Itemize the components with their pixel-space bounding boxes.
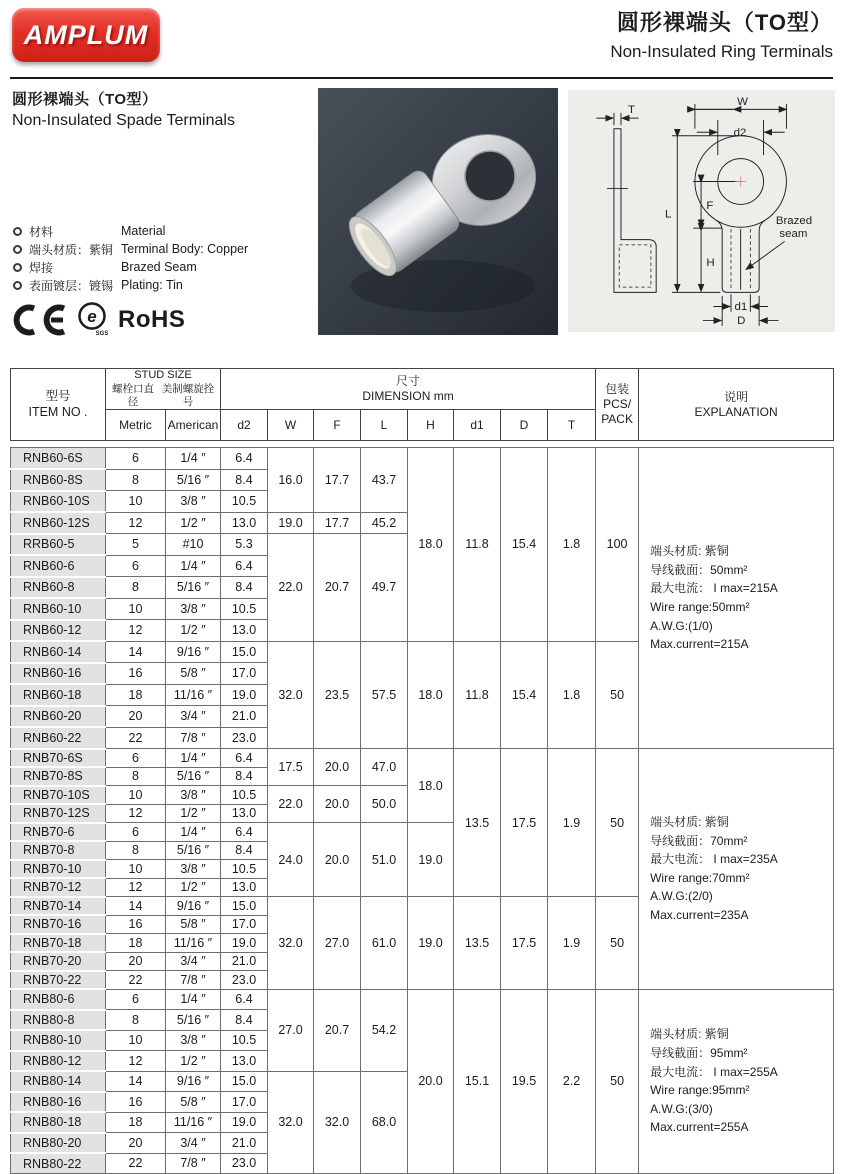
value-cell: 1/4 ″ — [166, 448, 221, 470]
terminal-table-body — [11, 448, 834, 1174]
value-cell: 5/8 ″ — [166, 663, 221, 685]
value-cell: 50.0 — [361, 786, 408, 823]
material-row — [13, 258, 248, 276]
value-cell: 20.0 — [314, 786, 361, 823]
value-cell: 5/16 ″ — [166, 577, 221, 599]
dim-label-t: T — [628, 103, 636, 116]
explanation-line: 最大电流： I max=215A — [650, 581, 778, 596]
explanation-cell — [639, 448, 834, 749]
item-no-cell: RNB60-8S — [11, 469, 106, 491]
value-cell: 20 — [106, 1133, 166, 1154]
value-cell: 1.9 — [548, 897, 596, 990]
value-cell: 6.4 — [221, 555, 268, 577]
dim-label-l: L — [664, 208, 672, 221]
dimension-drawing — [568, 90, 835, 332]
value-cell: 1/2 ″ — [166, 512, 221, 534]
item-no-cell: RNB80-8 — [11, 1010, 106, 1031]
value-cell: 21.0 — [221, 706, 268, 728]
col-header-d1: d1 — [454, 410, 501, 441]
item-no-cell: RNB70-10 — [11, 860, 106, 879]
value-cell: 14 — [106, 1071, 166, 1092]
value-cell: 18.0 — [408, 448, 454, 642]
item-no-cell: RNB60-6 — [11, 555, 106, 577]
value-cell: 13.0 — [221, 878, 268, 897]
value-cell: 6 — [106, 749, 166, 768]
value-cell: 61.0 — [361, 897, 408, 990]
certification-marks — [10, 301, 185, 339]
value-cell: 19.0 — [221, 684, 268, 706]
explanation-line: Wire range:70mm² — [650, 870, 750, 885]
value-cell: 68.0 — [361, 1071, 408, 1174]
value-cell: 17.5 — [501, 749, 548, 897]
col-header-metric: Metric — [106, 410, 166, 441]
value-cell: 1/4 ″ — [166, 555, 221, 577]
value-cell: 10 — [106, 860, 166, 879]
value-cell: 11/16 ″ — [166, 1112, 221, 1133]
explanation-line: 导线截面：95mm² — [650, 1046, 748, 1061]
product-photo — [318, 88, 558, 335]
value-cell: 14 — [106, 641, 166, 663]
dim-label-w: W — [737, 95, 748, 108]
value-cell: 22 — [106, 727, 166, 749]
brazed-seam-label: Brazed — [775, 214, 813, 227]
value-cell: 15.0 — [221, 641, 268, 663]
col-header-D: D — [501, 410, 548, 441]
value-cell: 5/16 ″ — [166, 841, 221, 860]
value-cell: 45.2 — [361, 512, 408, 534]
value-cell: 17.5 — [268, 749, 314, 786]
dimension-diagram — [568, 90, 835, 332]
col-header-pack: 包装 PCS/ PACK — [596, 369, 639, 441]
value-cell: 18.0 — [408, 641, 454, 749]
value-cell: 50 — [596, 989, 639, 1174]
value-cell: 17.0 — [221, 663, 268, 685]
value-cell: 51.0 — [361, 823, 408, 897]
value-cell: 7/8 ″ — [166, 971, 221, 990]
section-heading-en: Non-Insulated Spade Terminals — [12, 112, 235, 129]
col-header-stud-size: STUD SIZE 螺栓口直径 美制螺旋拴号 — [106, 369, 221, 410]
value-cell: 50 — [596, 897, 639, 990]
col-header-L: L — [361, 410, 408, 441]
value-cell: 5.3 — [221, 534, 268, 556]
sgs-certification-icon — [76, 301, 110, 339]
value-cell: 7/8 ″ — [166, 727, 221, 749]
value-cell: 15.4 — [501, 448, 548, 642]
value-cell: 20 — [106, 706, 166, 728]
value-cell: 17.0 — [221, 915, 268, 934]
value-cell: 3/8 ″ — [166, 491, 221, 513]
item-no-cell: RNB70-6 — [11, 823, 106, 842]
value-cell: 10.5 — [221, 1030, 268, 1051]
item-no-cell: RNB80-12 — [11, 1051, 106, 1072]
table-header — [11, 369, 834, 441]
value-cell: 19.5 — [501, 989, 548, 1174]
value-cell: 17.5 — [501, 897, 548, 990]
value-cell: 19.0 — [408, 823, 454, 897]
value-cell: 3/4 ″ — [166, 706, 221, 728]
value-cell: 20.0 — [314, 823, 361, 897]
value-cell: 3/4 ″ — [166, 1133, 221, 1154]
value-cell: 3/8 ″ — [166, 598, 221, 620]
value-cell: 20.7 — [314, 989, 361, 1071]
item-no-cell: RNB80-20 — [11, 1133, 106, 1154]
value-cell: 13.0 — [221, 512, 268, 534]
value-cell: 23.5 — [314, 641, 361, 749]
item-no-cell: RNB60-10S — [11, 491, 106, 513]
value-cell: 14 — [106, 897, 166, 916]
sgs-text: SGS — [95, 331, 109, 337]
value-cell: 3/4 ″ — [166, 952, 221, 971]
value-cell: 6.4 — [221, 823, 268, 842]
value-cell: 1/4 ″ — [166, 823, 221, 842]
explanation-line: Max.current=235A — [650, 907, 749, 922]
value-cell: 9/16 ″ — [166, 1071, 221, 1092]
item-no-cell: RNB70-18 — [11, 934, 106, 953]
circle-bullet-icon — [13, 263, 22, 272]
value-cell: 20.7 — [314, 534, 361, 642]
material-en: Plating: Tin — [121, 278, 183, 292]
value-cell: 8 — [106, 469, 166, 491]
value-cell: 10.5 — [221, 598, 268, 620]
value-cell: 9/16 ″ — [166, 641, 221, 663]
section-heading-cn: 圆形裸端头（TO型） — [12, 91, 158, 108]
value-cell: 32.0 — [314, 1071, 361, 1174]
value-cell: 15.0 — [221, 897, 268, 916]
value-cell: 19.0 — [268, 512, 314, 534]
value-cell: 13.0 — [221, 1051, 268, 1072]
explanation-line: Wire range:95mm² — [650, 1083, 750, 1098]
item-no-cell: RNB80-6 — [11, 989, 106, 1010]
page-title-en: Non-Insulated Ring Terminals — [610, 42, 833, 61]
value-cell: 1/4 ″ — [166, 989, 221, 1010]
item-no-cell: RNB60-10 — [11, 598, 106, 620]
value-cell: 8.4 — [221, 469, 268, 491]
value-cell: 3/8 ″ — [166, 860, 221, 879]
value-cell: 21.0 — [221, 1133, 268, 1154]
col-header-d2: d2 — [221, 410, 268, 441]
value-cell: 5/16 ″ — [166, 1010, 221, 1031]
value-cell: 24.0 — [268, 823, 314, 897]
header-body-gap — [11, 441, 834, 448]
value-cell: 9/16 ″ — [166, 897, 221, 916]
item-no-cell: RNB80-14 — [11, 1071, 106, 1092]
item-no-cell: RNB60-12S — [11, 512, 106, 534]
value-cell: 10 — [106, 598, 166, 620]
ce-mark-icon — [10, 302, 68, 338]
value-cell: 1.9 — [548, 749, 596, 897]
col-header-dimension: 尺寸 DIMENSION mm — [221, 369, 596, 410]
material-cn: 焊接 — [29, 260, 54, 275]
item-no-cell: RNB70-12S — [11, 804, 106, 823]
explanation-line: 端头材质: 紫铜 — [650, 544, 729, 559]
value-cell: 8 — [106, 577, 166, 599]
section-heading — [12, 88, 235, 130]
item-no-cell: RNB60-16 — [11, 663, 106, 685]
value-cell: 6 — [106, 823, 166, 842]
item-no-cell: RNB80-16 — [11, 1092, 106, 1113]
item-no-cell: RRB60-5 — [11, 534, 106, 556]
col-header-item: 型号 ITEM NO . — [11, 369, 106, 441]
value-cell: 57.5 — [361, 641, 408, 749]
value-cell: 8.4 — [221, 767, 268, 786]
value-cell: 1.8 — [548, 448, 596, 642]
value-cell: 5 — [106, 534, 166, 556]
value-cell: 12 — [106, 878, 166, 897]
materials-list — [13, 222, 248, 294]
value-cell: 20 — [106, 952, 166, 971]
value-cell: 20.0 — [314, 749, 361, 786]
value-cell: 50 — [596, 641, 639, 749]
value-cell: 11.8 — [454, 641, 501, 749]
value-cell: 1/2 ″ — [166, 1051, 221, 1072]
value-cell: 1/2 ″ — [166, 804, 221, 823]
sgs-e-glyph: e — [87, 307, 97, 326]
value-cell: 12 — [106, 620, 166, 642]
spec-table — [10, 368, 834, 1174]
value-cell: 1/4 ″ — [166, 749, 221, 768]
material-row — [13, 240, 248, 258]
value-cell: 18 — [106, 1112, 166, 1133]
explanation-line: 最大电流： I max=235A — [650, 852, 778, 867]
value-cell: 16.0 — [268, 448, 314, 513]
value-cell: 22 — [106, 971, 166, 990]
value-cell: 17.7 — [314, 448, 361, 513]
explanation-cell — [639, 749, 834, 990]
material-en: Terminal Body: Copper — [121, 242, 249, 256]
value-cell: 19.0 — [221, 934, 268, 953]
page-title — [610, 6, 833, 62]
col-header-F: F — [314, 410, 361, 441]
item-no-cell: RNB80-18 — [11, 1112, 106, 1133]
value-cell: 17.0 — [221, 1092, 268, 1113]
item-no-cell: RNB60-6S — [11, 448, 106, 470]
value-cell: 32.0 — [268, 1071, 314, 1174]
brand-text: AMPLUM — [23, 19, 149, 50]
value-cell: 1.8 — [548, 641, 596, 749]
item-no-cell: RNB60-12 — [11, 620, 106, 642]
item-no-cell: RNB60-18 — [11, 684, 106, 706]
value-cell: 7/8 ″ — [166, 1153, 221, 1174]
value-cell: 18 — [106, 934, 166, 953]
value-cell: 8.4 — [221, 577, 268, 599]
stud-cn-american: 美制螺旋拴号 — [161, 382, 215, 408]
item-no-cell: RNB70-20 — [11, 952, 106, 971]
item-no-cell: RNB60-14 — [11, 641, 106, 663]
circle-bullet-icon — [13, 245, 22, 254]
value-cell: 6 — [106, 448, 166, 470]
value-cell: 15.0 — [221, 1071, 268, 1092]
explanation-line: 端头材质: 紫铜 — [650, 1027, 729, 1042]
page-title-cn: 圆形裸端头（TO型） — [616, 10, 833, 35]
value-cell: 10 — [106, 491, 166, 513]
value-cell: 16 — [106, 1092, 166, 1113]
dim-label-d2: d2 — [733, 126, 747, 139]
value-cell: 8 — [106, 841, 166, 860]
value-cell: 13.5 — [454, 897, 501, 990]
value-cell: 43.7 — [361, 448, 408, 513]
value-cell: 8 — [106, 1010, 166, 1031]
explanation-line: Max.current=255A — [650, 1120, 749, 1135]
value-cell: 21.0 — [221, 952, 268, 971]
value-cell: 32.0 — [268, 641, 314, 749]
item-no-cell: RNB70-6S — [11, 749, 106, 768]
value-cell: 19.0 — [221, 1112, 268, 1133]
value-cell: 13.0 — [221, 804, 268, 823]
amplum-logo — [12, 8, 160, 62]
value-cell: 49.7 — [361, 534, 408, 642]
value-cell: 11/16 ″ — [166, 684, 221, 706]
value-cell: 22 — [106, 1153, 166, 1174]
value-cell: 5/16 ″ — [166, 767, 221, 786]
material-row — [13, 222, 248, 240]
dim-label-d: D — [737, 315, 746, 328]
value-cell: 6.4 — [221, 749, 268, 768]
value-cell: 8 — [106, 767, 166, 786]
value-cell: 47.0 — [361, 749, 408, 786]
material-cn: 端头材质：紫铜 — [29, 242, 114, 257]
item-no-cell: RNB80-10 — [11, 1030, 106, 1051]
value-cell: 5/16 ″ — [166, 469, 221, 491]
col-header-H: H — [408, 410, 454, 441]
item-no-cell: RNB70-16 — [11, 915, 106, 934]
col-header-T: T — [548, 410, 596, 441]
explanation-line: Max.current=215A — [650, 637, 749, 652]
value-cell: 13.0 — [221, 620, 268, 642]
value-cell: 1/2 ″ — [166, 878, 221, 897]
value-cell: 3/8 ″ — [166, 786, 221, 805]
item-no-cell: RNB70-22 — [11, 971, 106, 990]
value-cell: 6 — [106, 555, 166, 577]
value-cell: 10 — [106, 1030, 166, 1051]
value-cell: 6.4 — [221, 989, 268, 1010]
value-cell: 54.2 — [361, 989, 408, 1071]
explanation-line: A.W.G:(1/0) — [650, 618, 713, 633]
value-cell: 20.0 — [408, 989, 454, 1174]
stud-cn-metric: 螺栓口直径 — [112, 382, 154, 408]
value-cell: 13.5 — [454, 749, 501, 897]
value-cell: 5/8 ″ — [166, 915, 221, 934]
item-no-cell: RNB70-10S — [11, 786, 106, 805]
circle-bullet-icon — [13, 227, 22, 236]
value-cell: 16 — [106, 915, 166, 934]
value-cell: 18 — [106, 684, 166, 706]
value-cell: 32.0 — [268, 897, 314, 990]
brazed-seam-label: seam — [779, 227, 808, 240]
dim-label-h: H — [706, 257, 715, 269]
material-row — [13, 276, 248, 294]
value-cell: 10 — [106, 786, 166, 805]
dim-label-f: F — [706, 199, 714, 212]
value-cell: 27.0 — [314, 897, 361, 990]
explanation-line: 导线截面：70mm² — [650, 833, 748, 848]
value-cell: 2.2 — [548, 989, 596, 1174]
item-no-cell: RNB60-8 — [11, 577, 106, 599]
value-cell: 23.0 — [221, 1153, 268, 1174]
value-cell: 10.5 — [221, 860, 268, 879]
item-no-cell: RNB70-14 — [11, 897, 106, 916]
item-no-cell: RNB60-22 — [11, 727, 106, 749]
item-no-cell: RNB70-8S — [11, 767, 106, 786]
value-cell: 23.0 — [221, 971, 268, 990]
value-cell: 19.0 — [408, 897, 454, 990]
explanation-line: Wire range:50mm² — [650, 600, 750, 614]
material-en: Material — [121, 224, 166, 238]
explanation-cell — [639, 989, 834, 1174]
item-no-cell: RNB60-20 — [11, 706, 106, 728]
col-header-american: American — [166, 410, 221, 441]
value-cell: 50 — [596, 749, 639, 897]
value-cell: 17.7 — [314, 512, 361, 534]
value-cell: 10.5 — [221, 491, 268, 513]
ring-terminal-photo — [318, 88, 558, 335]
value-cell: 6 — [106, 989, 166, 1010]
value-cell: 100 — [596, 448, 639, 642]
value-cell: 12 — [106, 512, 166, 534]
explanation-line: 最大电流： I max=255A — [650, 1064, 778, 1079]
col-header-explanation: 说明 EXPLANATION — [639, 369, 834, 441]
col-header-W: W — [268, 410, 314, 441]
value-cell: 1/2 ″ — [166, 620, 221, 642]
dim-label-d1: d1 — [734, 301, 748, 313]
value-cell: 15.4 — [501, 641, 548, 749]
value-cell: 8.4 — [221, 1010, 268, 1031]
material-cn: 材料 — [29, 224, 54, 239]
value-cell: 12 — [106, 1051, 166, 1072]
value-cell: 12 — [106, 804, 166, 823]
value-cell: 11/16 ″ — [166, 934, 221, 953]
value-cell: 10.5 — [221, 786, 268, 805]
explanation-line: 端头材质: 紫铜 — [650, 814, 729, 829]
value-cell: 15.1 — [454, 989, 501, 1174]
explanation-line: 导线截面：50mm² — [650, 562, 748, 577]
explanation-line: A.W.G:(2/0) — [650, 889, 713, 904]
value-cell: 5/8 ″ — [166, 1092, 221, 1113]
value-cell: 27.0 — [268, 989, 314, 1071]
value-cell: #10 — [166, 534, 221, 556]
material-cn: 表面镀层：镀锡 — [29, 278, 114, 293]
explanation-line: A.W.G:(3/0) — [650, 1101, 713, 1116]
value-cell: 22.0 — [268, 534, 314, 642]
value-cell: 22.0 — [268, 786, 314, 823]
rohs-label: RoHS — [118, 306, 186, 333]
item-no-cell: RNB70-8 — [11, 841, 106, 860]
header-divider — [10, 77, 833, 79]
value-cell: 3/8 ″ — [166, 1030, 221, 1051]
value-cell: 23.0 — [221, 727, 268, 749]
value-cell: 6.4 — [221, 448, 268, 470]
material-en: Brazed Seam — [121, 260, 197, 274]
value-cell: 16 — [106, 663, 166, 685]
circle-bullet-icon — [13, 281, 22, 290]
value-cell: 8.4 — [221, 841, 268, 860]
value-cell: 11.8 — [454, 448, 501, 642]
value-cell: 18.0 — [408, 749, 454, 823]
item-no-cell: RNB70-12 — [11, 878, 106, 897]
item-no-cell: RNB80-22 — [11, 1153, 106, 1174]
